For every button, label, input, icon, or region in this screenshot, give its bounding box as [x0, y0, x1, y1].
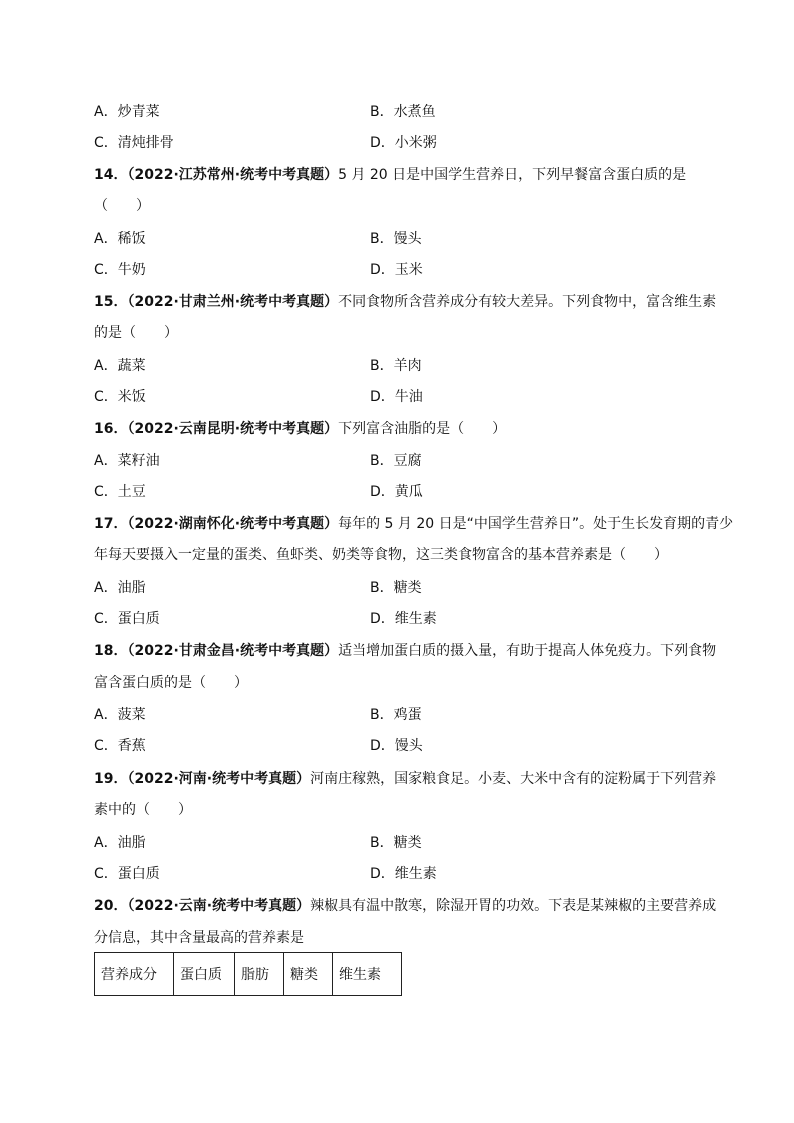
table-row — [95, 953, 402, 996]
q18-text: 适当增加蛋白质的摄入量，有助于提高人体免疫力。下列食物 — [338, 643, 717, 659]
q14-text: 5 月 20 日是中国学生营养日，下列早餐富含蛋白质的是 — [338, 167, 687, 183]
table-cell-sugar: 糖类 — [284, 953, 333, 996]
q14-stem-line2: （ ） — [94, 198, 150, 214]
q18-number: 18． — [94, 643, 128, 659]
q18-option-d: D．馒头 — [370, 738, 423, 754]
q15-option-b: B．羊肉 — [370, 358, 422, 374]
q16-option-c: C．土豆 — [94, 484, 146, 500]
q18-option-b: B．鸡蛋 — [370, 707, 422, 723]
q18-option-a: A．菠菜 — [94, 707, 146, 723]
q17-text: 每年的 5 月 20 日是“中国学生营养日”。处于生长发育期的青少 — [338, 516, 734, 532]
q14-option-d: D．玉米 — [370, 262, 423, 278]
q17-option-a: A．油脂 — [94, 580, 146, 596]
q19-number: 19． — [94, 771, 128, 787]
q19-text: 河南庄稼熟，国家粮食足。小麦、大米中含有的淀粉属于下列营养 — [310, 771, 717, 787]
q20-stem-line2: 分信息，其中含量最高的营养素是 — [94, 930, 304, 946]
q15-source: （2022·甘肃兰州·统考中考真题） — [127, 294, 339, 310]
q14-option-a: A．稀饭 — [94, 231, 146, 247]
q17-number: 17． — [94, 516, 128, 532]
q20-source: （2022·云南·统考中考真题） — [127, 898, 311, 914]
q17-option-b: B．糖类 — [370, 580, 422, 596]
q13-option-c: C．清炖排骨 — [94, 135, 174, 151]
q18-stem-line2: 富含蛋白质的是（ ） — [94, 675, 248, 691]
q17-option-d: D．维生素 — [370, 611, 437, 627]
q19-option-b: B．糖类 — [370, 835, 422, 851]
q16-stem — [94, 420, 506, 438]
q15-stem — [94, 293, 716, 311]
q18-stem — [94, 642, 716, 660]
q19-option-a: A．油脂 — [94, 835, 146, 851]
q14-option-c: C．牛奶 — [94, 262, 146, 278]
q15-stem-line2: 的是（ ） — [94, 325, 178, 341]
q19-option-c: C．蛋白质 — [94, 866, 160, 882]
q13-option-d: D．小米粥 — [370, 135, 437, 151]
q16-option-a: A．菜籽油 — [94, 453, 160, 469]
q16-source: （2022·云南昆明·统考中考真题） — [127, 421, 339, 437]
q15-option-c: C．米饭 — [94, 389, 146, 405]
q15-option-a: A．蔬菜 — [94, 358, 146, 374]
q19-option-d: D．维生素 — [370, 866, 437, 882]
q17-source: （2022·湖南怀化·统考中考真题） — [127, 516, 339, 532]
q16-option-d: D．黄瓜 — [370, 484, 423, 500]
q17-option-c: C．蛋白质 — [94, 611, 160, 627]
table-cell-nutrient-label: 营养成分 — [95, 953, 174, 996]
q18-option-c: C．香蕉 — [94, 738, 146, 754]
q17-stem-line2: 年每天要摄入一定量的蛋类、鱼虾类、奶类等食物，这三类食物富含的基本营养素是（ ） — [94, 547, 668, 563]
q19-stem-line2: 素中的（ ） — [94, 802, 192, 818]
q13-option-a: A．炒青菜 — [94, 104, 160, 120]
q19-stem — [94, 770, 716, 788]
q15-number: 15． — [94, 294, 128, 310]
q16-number: 16． — [94, 421, 128, 437]
q14-number: 14． — [94, 167, 128, 183]
table-cell-vitamin: 维生素 — [333, 953, 402, 996]
nutrition-table — [94, 952, 402, 996]
q20-stem — [94, 897, 716, 915]
q16-option-b: B．豆腐 — [370, 453, 422, 469]
q16-text: 下列富含油脂的是（ ） — [338, 421, 507, 437]
q15-option-d: D．牛油 — [370, 389, 423, 405]
q15-text: 不同食物所含营养成分有较大差异。下列食物中，富含维生素 — [338, 294, 717, 310]
q13-option-b: B．水煮鱼 — [370, 104, 436, 120]
q14-source: （2022·江苏常州·统考中考真题） — [127, 167, 339, 183]
table-cell-protein: 蛋白质 — [174, 953, 235, 996]
q14-stem — [94, 166, 686, 184]
q20-text: 辣椒具有温中散寒，除湿开胃的功效。下表是某辣椒的主要营养成 — [310, 898, 717, 914]
q19-source: （2022·河南·统考中考真题） — [127, 771, 311, 787]
q18-source: （2022·甘肃金昌·统考中考真题） — [127, 643, 339, 659]
q14-option-b: B．馒头 — [370, 231, 422, 247]
q17-stem — [94, 515, 733, 533]
table-cell-fat: 脂肪 — [235, 953, 284, 996]
q20-number: 20． — [94, 898, 128, 914]
